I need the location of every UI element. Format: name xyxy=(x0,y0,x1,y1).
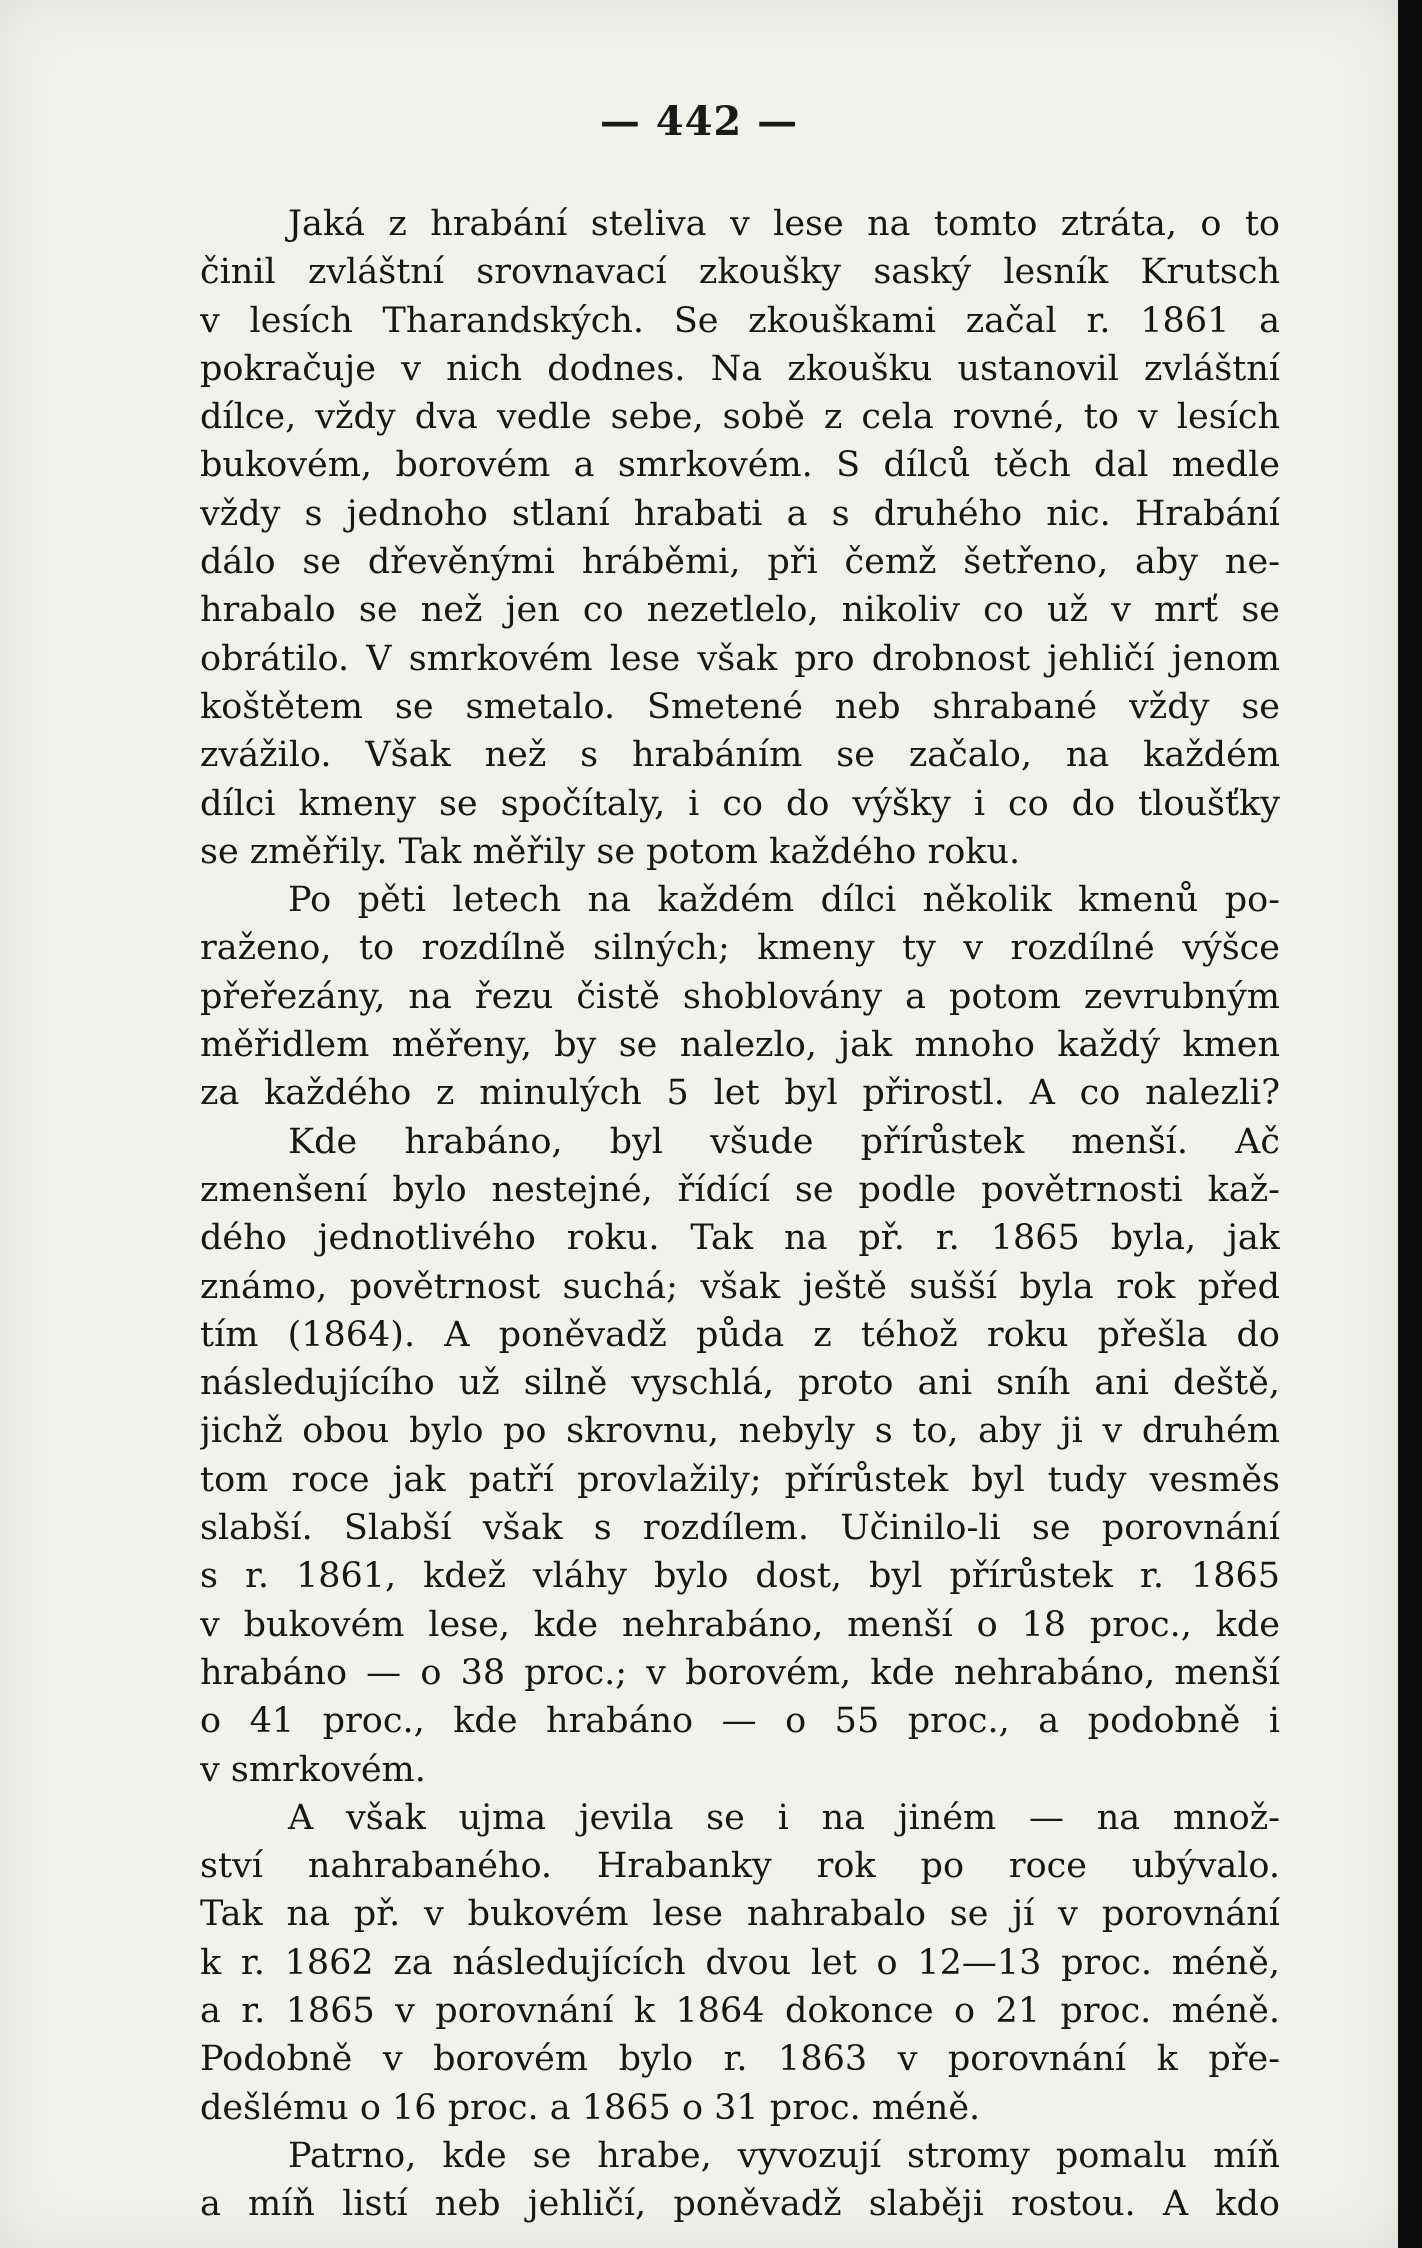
text-line: v lesích Tharandských. Se zkouškami začal r. 1861 a xyxy=(200,300,1280,341)
text-line: slabší. Slabší však s rozdílem. Učinilo-li se porovnání xyxy=(200,1508,1280,1549)
text-line: o 41 proc., kde hrabáno — o 55 proc., a podobně i xyxy=(200,1701,1280,1742)
text-line: Jaká z hrabání steliva v lese na tomto ztráta, o to xyxy=(288,204,1280,244)
text-line: dílci kmeny se spočítaly, i co do výšky i co do tloušťky xyxy=(200,783,1280,824)
text-line: pokračuje v nich dodnes. Na zkoušku ustanovil zvláštní xyxy=(200,348,1280,389)
text-line: zvážilo. Však než s hrabáním se začalo, na každém xyxy=(200,735,1280,776)
text-line: známo, povětrnost suchá; však ještě sušší byla rok před xyxy=(200,1266,1280,1307)
text-line: v bukovém lese, kde nehrabáno, menší o 18 proc., kde xyxy=(200,1604,1280,1645)
text-line: hrabáno — o 38 proc.; v borovém, kde nehrabáno, menší xyxy=(200,1652,1280,1693)
text-line: Kde hrabáno, byl všude přírůstek menší. Ač xyxy=(288,1121,1280,1162)
text-line: bukovém, borovém a smrkovém. S dílců těch dal medle xyxy=(200,445,1280,486)
text-line: za každého z minulých 5 let byl přirostl. A co nalezli? xyxy=(200,1073,1280,1114)
text-line: dálo se dřevěnými hráběmi, při čemž šetřeno, aby ne- xyxy=(200,542,1280,583)
text-line: následujícího už silně vyschlá, proto ani sníh ani deště, xyxy=(200,1363,1280,1404)
text-line: dílce, vždy dva vedle sebe, sobě z cela rovné, to v lesích xyxy=(200,397,1280,438)
text-line: měřidlem měřeny, by se nalezlo, jak mnoho každý kmen xyxy=(200,1025,1280,1066)
text-line: tím (1864). A poněvadž půda z téhož roku přešla do xyxy=(200,1314,1280,1355)
text-line: Tak na př. v bukovém lese nahrabalo se jí v porovnání xyxy=(200,1894,1280,1935)
scan-border xyxy=(1398,0,1422,2248)
text-line: Po pěti letech na každém dílci několik kmenů po- xyxy=(288,880,1280,921)
text-line: zmenšení bylo nestejné, řídící se podle povětrnosti kaž- xyxy=(200,1169,1280,1210)
page-number: — 442 — xyxy=(599,98,799,145)
text-line: hrabalo se než jen co nezetlelo, nikoliv co už v mrť se xyxy=(200,590,1280,631)
text-line: Podobně v borovém bylo r. 1863 v porovnání k pře- xyxy=(200,2039,1280,2080)
text-line: dešlému o 16 proc. a 1865 o 31 proc. méně. xyxy=(200,2087,981,2128)
text-line: tom roce jak patří provlažily; přírůstek byl tudy vesměs xyxy=(200,1459,1280,1500)
text-line: jichž obou bylo po skrovnu, nebyly s to, aby ji v druhém xyxy=(200,1411,1280,1452)
text-line: k r. 1862 za následujících dvou let o 12—13 proc. méně, xyxy=(200,1942,1280,1983)
text-line: koštětem se smetalo. Smetené neb shrabané vždy se xyxy=(200,686,1280,727)
text-line: raženo, to rozdílně silných; kmeny ty v rozdílné výšce xyxy=(200,928,1280,969)
text-line: v smrkovém. xyxy=(200,1749,426,1790)
text-line: se změřily. Tak měřily se potom každého roku. xyxy=(200,831,1021,872)
text-line: a míň listí neb jehličí, poněvadž slaběji rostou. A kdo xyxy=(200,2184,1280,2225)
body-text xyxy=(200,200,1280,2228)
text-line: činil zvláštní srovnavací zkoušky saský lesník Krutsch xyxy=(200,252,1280,293)
text-line: přeřezány, na řezu čistě shoblovány a potom zevrubným xyxy=(200,976,1280,1017)
text-line: vždy s jednoho stlaní hrabati a s druhého nic. Hrabání xyxy=(200,493,1280,534)
text-line: ství nahrabaného. Hrabanky rok po roce ubývalo. xyxy=(200,1846,1280,1887)
text-line: Patrno, kde se hrabe, vyvozují stromy pomalu míň xyxy=(288,2135,1280,2176)
text-line: s r. 1861, kdež vláhy bylo dost, byl přírůstek r. 1865 xyxy=(200,1556,1280,1597)
text-line: a r. 1865 v porovnání k 1864 dokonce o 21 proc. méně. xyxy=(200,1990,1280,2031)
text-line: obrátilo. V smrkovém lese však pro drobnost jehličí jenom xyxy=(200,638,1280,679)
text-line: A však ujma jevila se i na jiném — na množ- xyxy=(288,1797,1280,1838)
text-line: dého jednotlivého roku. Tak na př. r. 1865 byla, jak xyxy=(200,1218,1280,1259)
